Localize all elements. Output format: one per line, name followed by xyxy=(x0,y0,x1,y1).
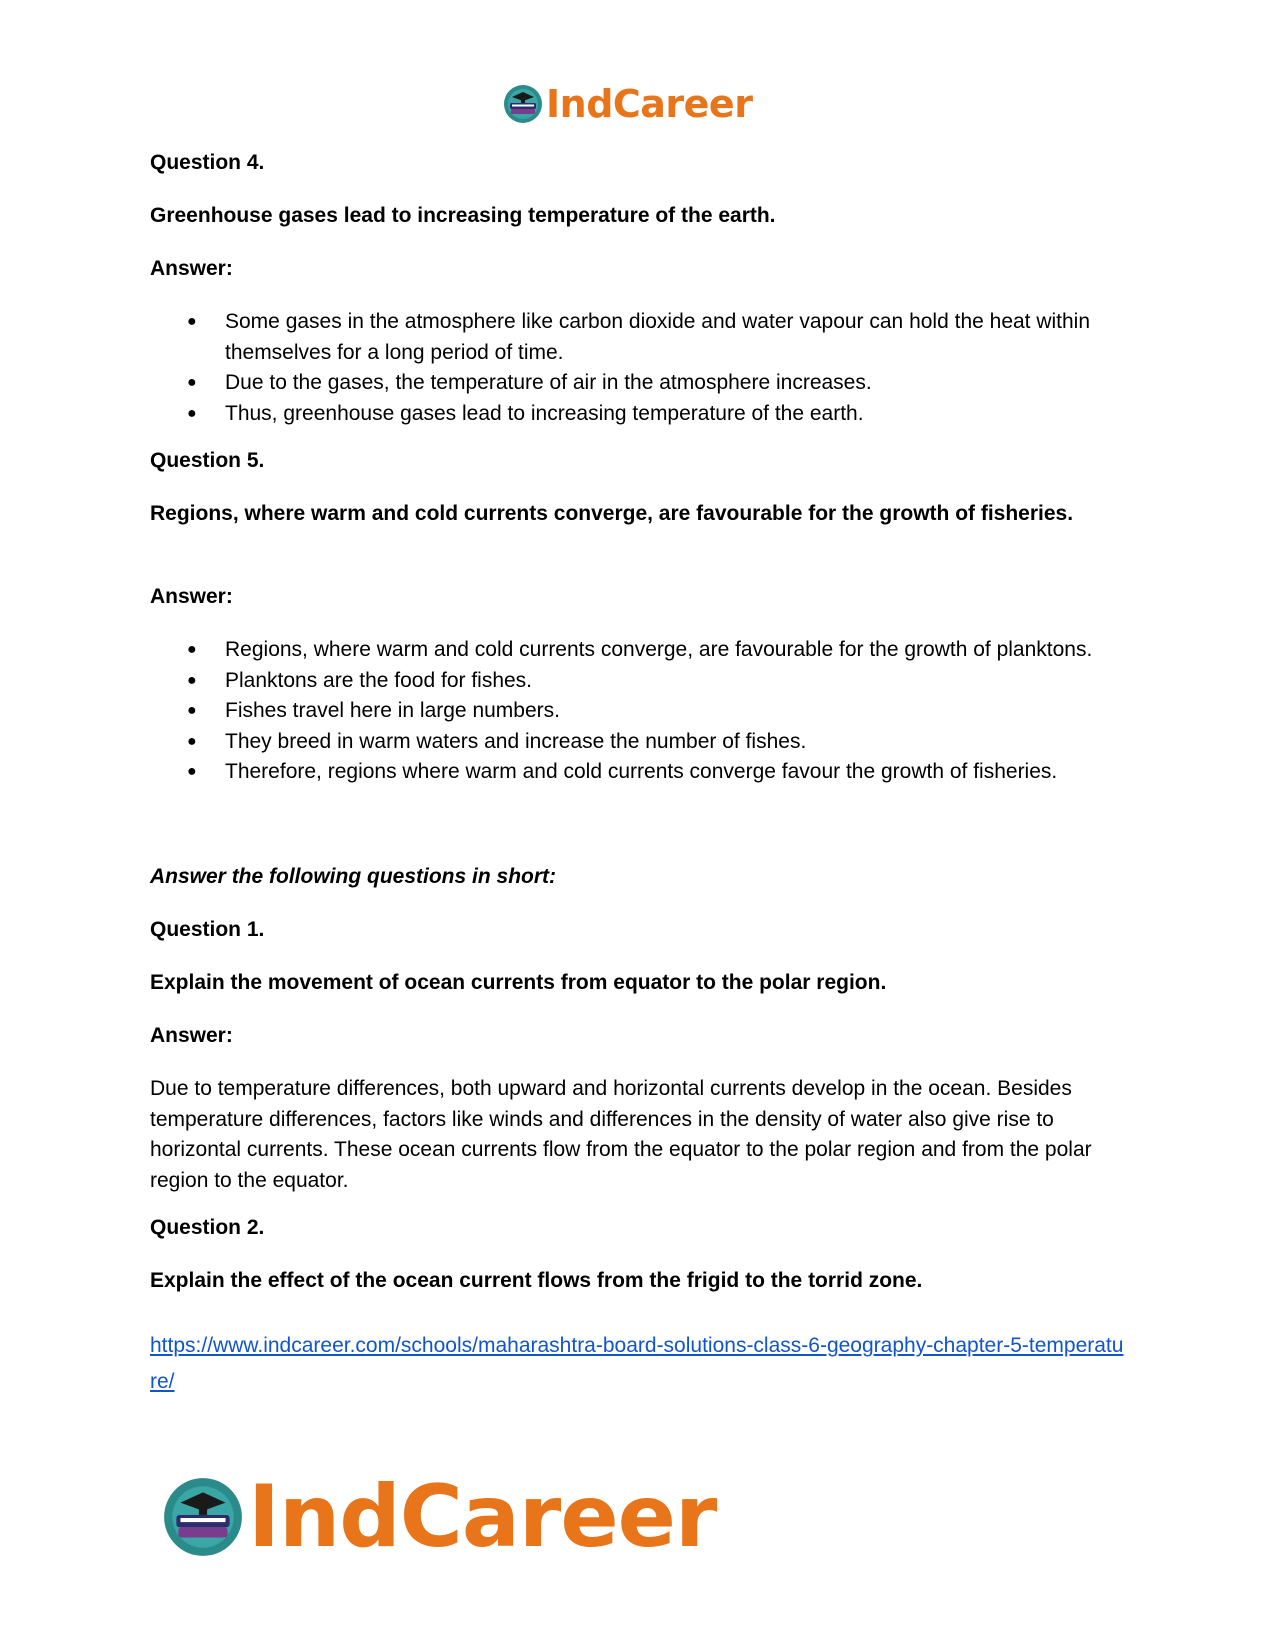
question-4-answer-label: Answer: xyxy=(150,257,233,280)
short-question-2-label: Question 2. xyxy=(150,1216,265,1239)
logo-wordmark: IndCareer xyxy=(248,1467,717,1567)
header-logo xyxy=(502,82,752,126)
globe-book-icon xyxy=(160,1474,246,1560)
question-5-answer-label: Answer: xyxy=(150,585,233,608)
list-item: ● Fishes travel here in large numbers. xyxy=(150,696,1125,727)
short-question-1-label: Question 1. xyxy=(150,918,265,941)
question-4-text: Greenhouse gases lead to increasing temperature of the earth. xyxy=(150,204,776,227)
list-item: ● Planktons are the food for fishes. xyxy=(150,666,1125,697)
question-4-answer-list xyxy=(150,307,1125,429)
section-heading: Answer the following questions in short: xyxy=(150,865,557,888)
globe-book-icon xyxy=(502,83,544,125)
footer-logo xyxy=(160,1467,717,1567)
question-4-label: Question 4. xyxy=(150,151,265,174)
list-item: ● Some gases in the atmosphere like carbon dioxide and water vapour can hold the heat within themselves for a long period of time. xyxy=(150,307,1125,368)
short-question-1-text: Explain the movement of ocean currents from equator to the polar region. xyxy=(150,971,887,994)
list-item: ● Due to the gases, the temperature of air in the atmosphere increases. xyxy=(150,368,1125,399)
logo-wordmark: IndCareer xyxy=(546,82,753,126)
short-question-1-answer-label: Answer: xyxy=(150,1024,233,1047)
source-link[interactable]: https://www.indcareer.com/schools/maharashtra-board-solutions-class-6-geography-chapter-5-temperature/ xyxy=(150,1334,1124,1393)
question-5-label: Question 5. xyxy=(150,449,265,472)
list-item: ● Regions, where warm and cold currents converge, are favourable for the growth of planktons. xyxy=(150,635,1125,666)
list-item: ● They breed in warm waters and increase the number of fishes. xyxy=(150,727,1125,758)
short-question-1-answer: Due to temperature differences, both upward and horizontal currents develop in the ocean. Besides temperature differences, factors like winds and differences in the density of water also give rise to horizontal currents. These ocean currents flow from the equator to the polar region and from the polar region to the equator. xyxy=(150,1077,1092,1192)
list-item: ● Therefore, regions where warm and cold currents converge favour the growth of fisheries. xyxy=(150,757,1125,788)
short-question-2-text: Explain the effect of the ocean current flows from the frigid to the torrid zone. xyxy=(150,1269,923,1292)
question-5-text: Regions, where warm and cold currents converge, are favourable for the growth of fisheries. xyxy=(150,502,1074,525)
list-item: ● Thus, greenhouse gases lead to increasing temperature of the earth. xyxy=(150,399,1125,430)
question-5-answer-list xyxy=(150,635,1125,788)
